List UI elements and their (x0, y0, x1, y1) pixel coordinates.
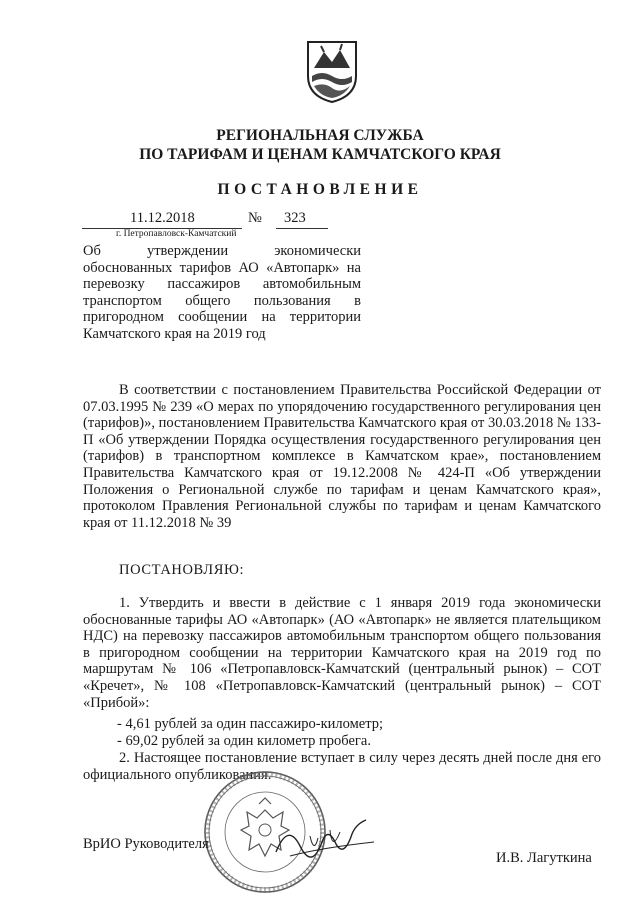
number-field (276, 208, 328, 229)
document-subject: Об утверждении экономически обоснованных тарифов АО «Автопарк» на перевозку пассажиров автомобильным транспортом общего пользования в пригородном сообщении на территории Камчатского края на 2019 год (83, 243, 361, 342)
clause-1: 1. Утвердить и ввести в действие с 1 января 2019 года экономически обоснованные тарифы АО «Автопарк» (АО «Автопарк» не является плательщиком НДС) на перевозку пассажиров автомобильным транспортом общего пользования в пригородном сообщении на территории Камчатского края на 2019 год по маршрутам № 106 «Петропавловск-Камчатский (центральный рынок) – СОТ «Кречет», № 108 «Петропавловск-Камчатский (центральный рынок) – СОТ «Прибой»: (83, 595, 601, 711)
coat-of-arms-emblem (304, 38, 360, 104)
issue-place: г. Петропавловск-Камчатский (116, 229, 237, 239)
organization-name-line-2: ПО ТАРИФАМ И ЦЕНАМ КАМЧАТСКОГО КРАЯ (139, 146, 501, 163)
signer-name: И.В. Лагуткина (496, 850, 592, 866)
clause-2: 2. Настоящее постановление вступает в силу через десять дней после дня его официального опубликования. (83, 750, 601, 783)
organization-name-line-1: РЕГИОНАЛЬНАЯ СЛУЖБА (216, 127, 424, 144)
tariff-rate-vehicle-km: - 69,02 рублей за один километр пробега. (117, 733, 371, 749)
document-number: 323 (284, 210, 306, 226)
signer-position: ВрИО Руководителя (83, 836, 209, 852)
document-date: 11.12.2018 (130, 210, 195, 226)
document-type-title: ПОСТАНОВЛЕНИЕ (217, 181, 423, 198)
handwritten-signature (270, 812, 380, 868)
tariff-rate-passenger-km: - 4,61 рублей за один пассажиро-километр; (117, 716, 383, 732)
date-field (82, 208, 242, 229)
preamble-paragraph: В соответствии с постановлением Правительства Российской Федерации от 07.03.1995 № 239 «О мерах по упорядочению государственного регулирования цен (тарифов)», постановлением Правительства Камчатского края от 30.03.2018 № 133-П «Об утверждении Порядка осуществления государственного регулирования цен (тарифов) в транспортном комплексе в Камчатском крае», постановлением Правительства Камчатского края от 19.12.2008 № 424-П «Об утверждении Положения о Региональной службе по тарифам и ценам Камчатского края», протоколом Правления Региональной службы по тарифам и ценам Камчатского края от 11.12.2018 № 39 (83, 382, 601, 531)
number-sign: № (248, 210, 262, 226)
resolve-heading: ПОСТАНОВЛЯЮ: (119, 562, 245, 578)
